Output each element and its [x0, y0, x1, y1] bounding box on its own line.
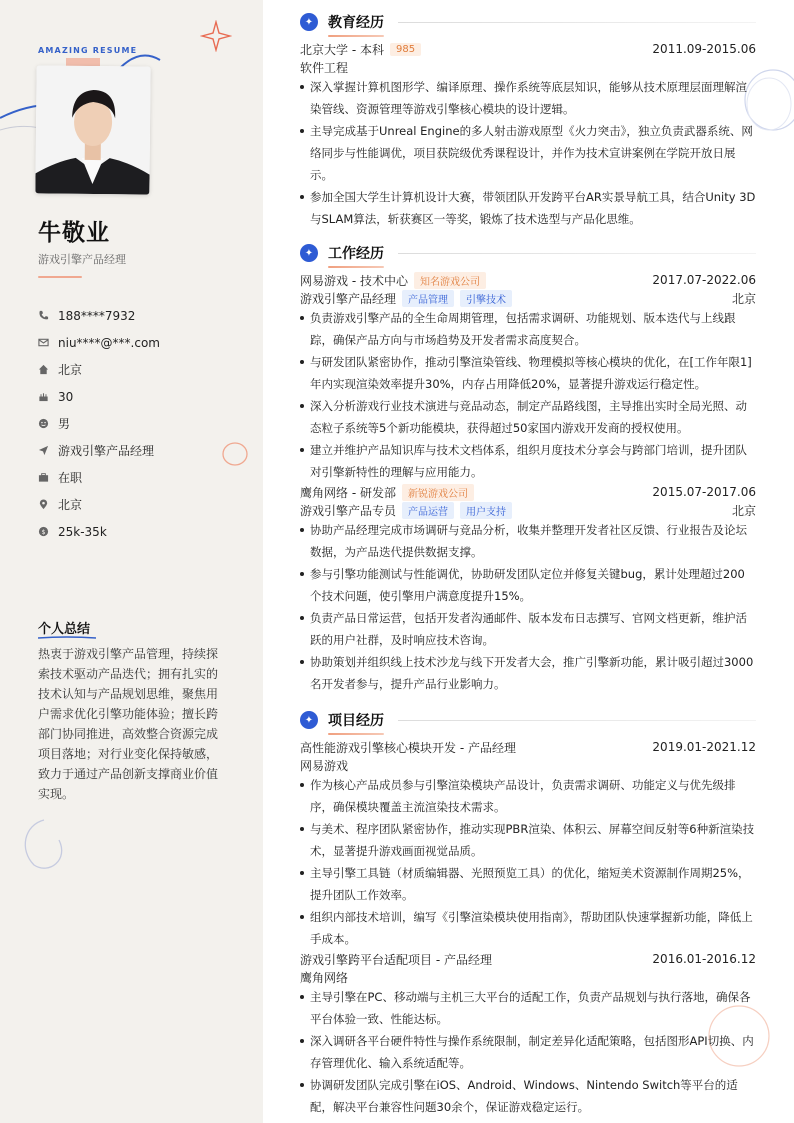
- section-projects: [300, 710, 756, 730]
- contact-home: [38, 356, 248, 383]
- star-icon: [200, 20, 232, 52]
- contact-list: [38, 302, 248, 545]
- list-item: 负责游戏引擎产品的全生命周期管理，包括需求调研、功能规划、版本迭代与上线跟踪，确保产品方向与市场趋势及开发者需求高度契合。: [300, 307, 756, 351]
- location-pin-icon: [38, 499, 58, 510]
- section-title: 项目经历: [328, 710, 384, 730]
- job-city: 北京: [731, 291, 756, 306]
- summary-underline: [38, 636, 96, 639]
- tagline: AMAZING RESUME: [38, 46, 138, 55]
- divider: [398, 720, 756, 721]
- contact-age: [38, 383, 248, 410]
- section-icon: ✦: [300, 711, 318, 729]
- phone-icon: [38, 310, 58, 321]
- education-date: 2011.09-2015.06: [652, 42, 756, 56]
- project-name: 高性能游戏引擎核心模块开发 - 产品经理: [300, 740, 516, 755]
- contact-text: 游戏引擎产品经理: [58, 444, 155, 458]
- contact-salary: [38, 518, 248, 545]
- project-org: 鹰角网络: [300, 970, 349, 985]
- cake-icon: [38, 391, 58, 402]
- list-item: 主导引擎在PC、移动端与主机三大平台的适配工作，负责产品规划与执行落地，确保各平台体验一致、性能达标。: [300, 986, 756, 1030]
- project-org: 网易游戏: [300, 758, 349, 773]
- job-bullets: [300, 519, 756, 695]
- contact-text: 北京: [58, 498, 83, 512]
- project-name: 游戏引擎跨平台适配项目 - 产品经理: [300, 952, 492, 967]
- list-item: 与研发团队紧密协作，推动引擎渲染管线、物理模拟等核心模块的优化，在[工作年限1]年内实现渲染效率提升30%，内存占用降低20%，显著提升游戏运行稳定性。: [300, 351, 756, 395]
- list-item: 协调研发团队完成引擎在iOS、Android、Windows、Nintendo Switch等平台的适配，解决平台兼容性问题30余个，保证游戏稳定运行。: [300, 1074, 756, 1118]
- list-item: 负责产品日常运营，包括开发者沟通邮件、版本发布日志撰写、官网文档更新，维护活跃的用户社群，及时响应技术咨询。: [300, 607, 756, 651]
- contact-gender: [38, 410, 248, 437]
- list-item: 参加全国大学生计算机设计大赛，带领团队开发跨平台AR实景导航工具，结合Unity 3D与SLAM算法，斩获赛区一等奖，锻炼了技术选型与产品化思维。: [300, 186, 756, 230]
- school-name: 北京大学 - 本科: [300, 42, 384, 57]
- contact-text: 30: [58, 389, 74, 404]
- candidate-name: 牛敬业: [38, 220, 110, 246]
- decorative-swirl: [14, 810, 74, 880]
- section-icon: ✦: [300, 13, 318, 31]
- list-item: 协助产品经理完成市场调研与竞品分析，收集并整理开发者社区反馈、行业报告及论坛数据，为产品迭代提供数据支撑。: [300, 519, 756, 563]
- section-title: 教育经历: [328, 12, 384, 32]
- list-item: 参与引擎功能测试与性能调优，协助研发团队定位并修复关键bug，累计处理超过200个技术问题，使引擎用户满意度提升15%。: [300, 563, 756, 607]
- work-entry: [300, 483, 756, 695]
- summary-heading: 个人总结: [38, 622, 91, 637]
- contact-text: 男: [58, 417, 71, 431]
- list-item: 与美术、程序团队紧密协作，推动实现PBR渲染、体积云、屏幕空间反射等6种新渲染技术，显著提升游戏画面视觉品质。: [300, 818, 756, 862]
- list-item: 协助策划并组织线上技术沙龙与线下开发者大会，推广引擎新功能，累计吸引超过3000名开发者参与，提升产品行业影响力。: [300, 651, 756, 695]
- job-title: 游戏引擎产品经理: [38, 253, 126, 266]
- work-entry: [300, 271, 756, 483]
- project-entry: [300, 738, 756, 950]
- contact-status: [38, 464, 248, 491]
- job-bullets: [300, 307, 756, 483]
- list-item: 作为核心产品成员参与引擎渲染模块产品设计，负责需求调研、功能定义与优先级排序，确保模块覆盖主流渲染技术需求。: [300, 774, 756, 818]
- education-bullets: [300, 76, 756, 230]
- list-item: 深入调研各平台硬件特性与操作系统限制，制定差异化适配策略，包括图形API切换、内存管理优化、输入系统适配等。: [300, 1030, 756, 1074]
- job-date: 2015.07-2017.06: [652, 485, 756, 499]
- education-entry: [300, 40, 756, 230]
- role-tag: 用户支持: [460, 502, 512, 519]
- list-item: 主导完成基于Unreal Engine的多人射击游戏原型《火力突击》，独立负责武器系统、网络同步与性能调优，项目获院级优秀课程设计，并作为技术宣讲案例在学院开放日展示。: [300, 120, 756, 186]
- role-name: 游戏引擎产品专员: [300, 503, 397, 518]
- main-content: [263, 0, 794, 1123]
- mail-icon: [38, 337, 58, 348]
- contact-city: [38, 491, 248, 518]
- role-name: 游戏引擎产品经理: [300, 291, 397, 306]
- home-icon: [38, 364, 58, 375]
- list-item: 深入掌握计算机图形学、编译原理、操作系统等底层知识，能够从技术原理层面理解渲染管线、资源管理等游戏引擎核心模块的设计逻辑。: [300, 76, 756, 120]
- section-title: 工作经历: [328, 243, 384, 263]
- contact-email: [38, 329, 248, 356]
- gender-icon: [38, 418, 58, 429]
- company-name: 鹰角网络 - 研发部: [300, 485, 396, 500]
- job-date: 2017.07-2022.06: [652, 273, 756, 287]
- project-date: 2019.01-2021.12: [652, 740, 756, 754]
- section-work: [300, 243, 756, 263]
- send-icon: [38, 445, 58, 456]
- section-education: [300, 12, 756, 32]
- title-underline: [38, 276, 82, 278]
- project-date: 2016.01-2016.12: [652, 952, 756, 966]
- company-tag: 新锐游戏公司: [402, 484, 474, 501]
- list-item: 建立并维护产品知识库与技术文档体系，组织月度技术分享会与跨部门培训，提升团队对引擎新特性的理解与应用能力。: [300, 439, 756, 483]
- divider: [398, 22, 756, 23]
- contact-text: 在职: [58, 471, 83, 485]
- contact-text: niu****@***.com: [58, 335, 160, 350]
- company-name: 网易游戏 - 技术中心: [300, 273, 408, 288]
- contact-target: [38, 437, 248, 464]
- role-tag: 产品运营: [402, 502, 454, 519]
- avatar: [35, 65, 150, 194]
- role-tag: 产品管理: [402, 290, 454, 307]
- role-tag: 引擎技术: [460, 290, 512, 307]
- contact-text: 188****7932: [58, 308, 136, 323]
- list-item: 主导引擎工具链（材质编辑器、光照预览工具）的优化，缩短美术资源制作周期25%，提升团队工作效率。: [300, 862, 756, 906]
- major: 软件工程: [300, 60, 349, 75]
- project-bullets: [300, 774, 756, 950]
- salary-icon: [38, 526, 58, 537]
- company-tag: 知名游戏公司: [414, 272, 486, 289]
- contact-text: 北京: [58, 363, 83, 377]
- contact-phone: [38, 302, 248, 329]
- svg-text:$: $: [41, 527, 46, 536]
- sidebar: [0, 0, 263, 1123]
- briefcase-icon: [38, 472, 58, 483]
- divider: [398, 253, 756, 254]
- project-bullets: [300, 986, 756, 1118]
- list-item: 组织内部技术培训，编写《引擎渲染模块使用指南》，帮助团队快速掌握新功能，降低上手成本。: [300, 906, 756, 950]
- contact-text: 25k-35k: [58, 524, 107, 539]
- section-icon: ✦: [300, 244, 318, 262]
- project-entry: [300, 950, 756, 1118]
- list-item: 深入分析游戏行业技术演进与竞品动态，制定产品路线图，主导推出实时全局光照、动态粒子系统等5个新功能模块，获得超过50家国内游戏开发商的授权使用。: [300, 395, 756, 439]
- job-city: 北京: [731, 503, 756, 518]
- school-tag: 985: [390, 43, 421, 56]
- summary-text: 热衷于游戏引擎产品管理，持续探索技术驱动产品迭代；拥有扎实的技术认知与产品规划思维，聚焦用户需求优化引擎功能体验；擅长跨部门协同推进，高效整合资源完成项目落地；对行业变化保持敏感，致力于通过产品创新支撑商业价值实现。: [38, 647, 219, 801]
